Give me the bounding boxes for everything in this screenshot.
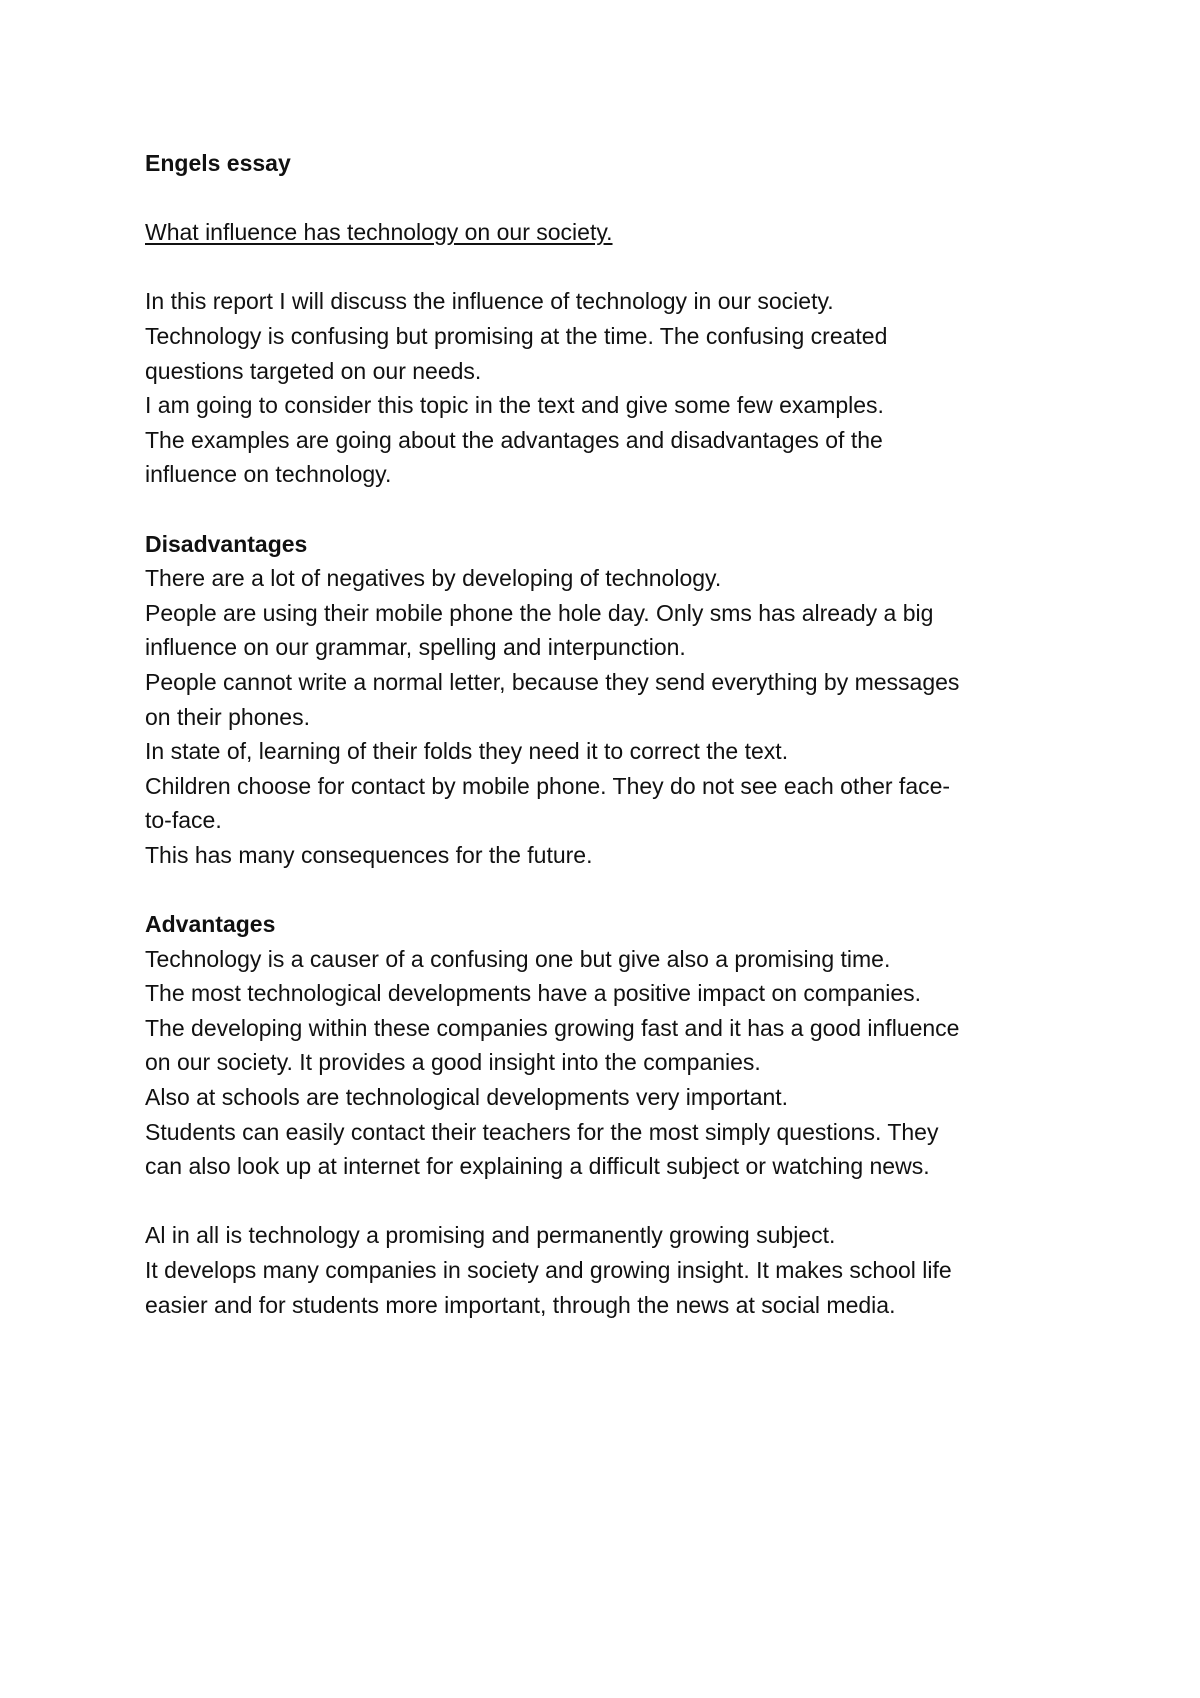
disadvantages-line: People are using their mobile phone the hole day. Only sms has already a big [145,599,934,626]
intro-line: I am going to consider this topic in the text and give some few examples. [145,392,884,419]
advantages-line: Technology is a causer of a confusing one but give also a promising time. [145,945,891,972]
spacer [145,872,1075,907]
disadvantages-line: This has many consequences for the future. [145,841,593,868]
disadvantages-line: In state of, learning of their folds they need it to correct the text. [145,738,789,765]
intro-line: In this report I will discuss the influence of technology in our society. [145,288,834,315]
disadvantages-line: on their phones. [145,703,310,730]
spacer [145,1184,1075,1219]
intro-line: The examples are going about the advantages and disadvantages of the [145,426,883,453]
conclusion-paragraph [145,1218,1075,1322]
advantages-line: The developing within these companies growing fast and it has a good influence [145,1014,960,1041]
disadvantages-heading: Disadvantages [145,530,308,557]
spacer [145,181,1075,216]
conclusion-line: easier and for students more important, through the news at social media. [145,1291,896,1318]
conclusion-line: It develops many companies in society and growing insight. It makes school life [145,1257,952,1283]
document-body [145,146,1075,1322]
advantages-section [145,907,1075,1184]
advantages-line: The most technological developments have a positive impact on companies. [145,980,922,1007]
advantages-heading: Advantages [145,911,276,938]
advantages-line: on our society. It provides a good insight into the companies. [145,1049,761,1076]
document-subtitle: What influence has technology on our society. [145,219,613,246]
disadvantages-line: There are a lot of negatives by developing of technology. [145,565,722,592]
advantages-line: can also look up at internet for explaining a difficult subject or watching news. [145,1153,930,1180]
spacer [145,250,1075,285]
spacer [145,492,1075,527]
disadvantages-line: Children choose for contact by mobile phone. They do not see each other face- [145,772,951,799]
disadvantages-section [145,527,1075,873]
intro-line: questions targeted on our needs. [145,357,482,384]
disadvantages-line: to-face. [145,807,222,834]
conclusion-line: Al in all is technology a promising and permanently growing subject. [145,1222,836,1249]
intro-line: influence on technology. [145,461,392,488]
intro-paragraph [145,284,1075,492]
advantages-line: Students can easily contact their teachers for the most simply questions. They [145,1118,939,1145]
document-title: Engels essay [145,150,291,176]
intro-line: Technology is confusing but promising at the time. The confusing created [145,322,888,349]
disadvantages-line: influence on our grammar, spelling and interpunction. [145,634,686,661]
disadvantages-line: People cannot write a normal letter, because they send everything by messages [145,668,960,695]
advantages-line: Also at schools are technological developments very important. [145,1084,789,1111]
